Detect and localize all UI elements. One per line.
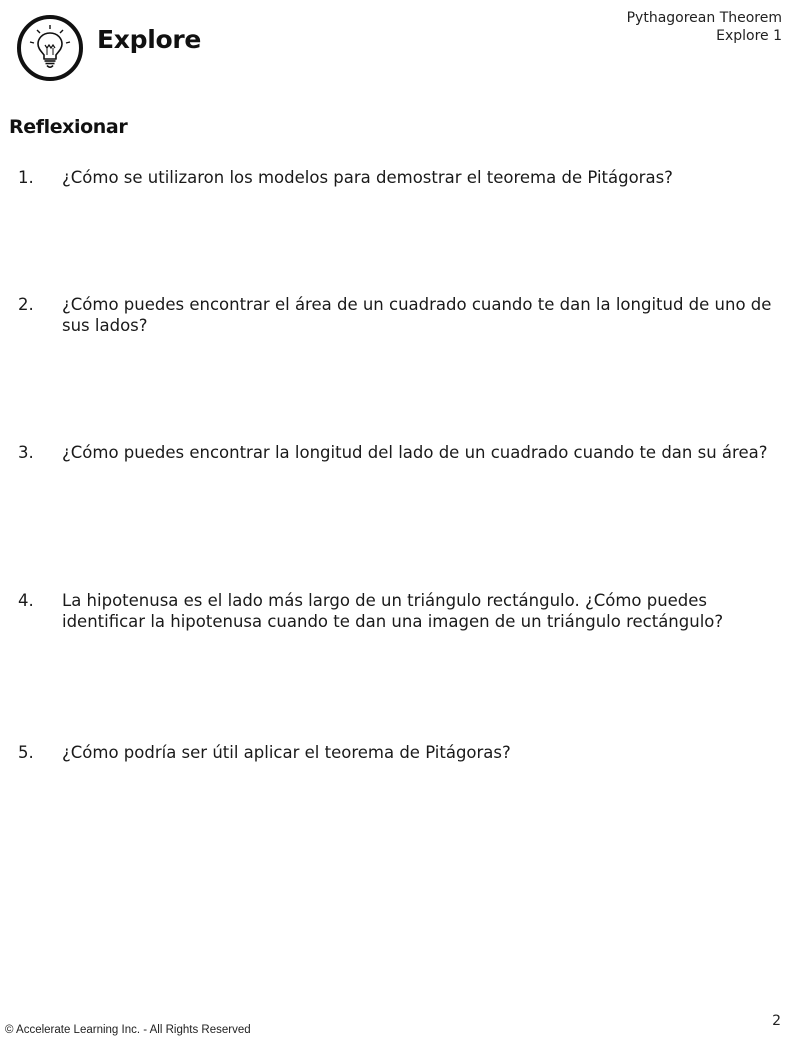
question-text: La hipotenusa es el lado más largo de un triángulo rectángulo. ¿Cómo puedes identificar la hipotenusa cuando te dan una imagen de un triángulo rectángulo? bbox=[62, 591, 724, 631]
question-text: ¿Cómo se utilizaron los modelos para demostrar el teorema de Pitágoras? bbox=[62, 168, 673, 187]
topic-name: Pythagorean Theorem bbox=[626, 10, 782, 26]
question-text: ¿Cómo puedes encontrar el área de un cuadrado cuando te dan la longitud de uno de sus lados? bbox=[62, 295, 772, 335]
lightbulb-icon bbox=[16, 14, 84, 82]
question-number: 4. bbox=[18, 591, 34, 610]
section-heading: Reflexionar bbox=[9, 116, 128, 138]
page-number: 2 bbox=[772, 1013, 781, 1029]
question-number: 5. bbox=[18, 743, 34, 762]
copyright-notice: © Accelerate Learning Inc. - All Rights Reserved bbox=[5, 1024, 251, 1036]
question-number: 2. bbox=[18, 295, 34, 314]
topic-label bbox=[627, 9, 782, 45]
question-text: ¿Cómo puedes encontrar la longitud del lado de un cuadrado cuando te dan su área? bbox=[62, 443, 768, 462]
question-number: 3. bbox=[18, 443, 34, 462]
question-number: 1. bbox=[18, 168, 34, 187]
question-text: ¿Cómo podría ser útil aplicar el teorema de Pitágoras? bbox=[62, 743, 511, 762]
topic-subtitle: Explore 1 bbox=[716, 28, 782, 44]
page-title: Explore bbox=[97, 25, 202, 54]
